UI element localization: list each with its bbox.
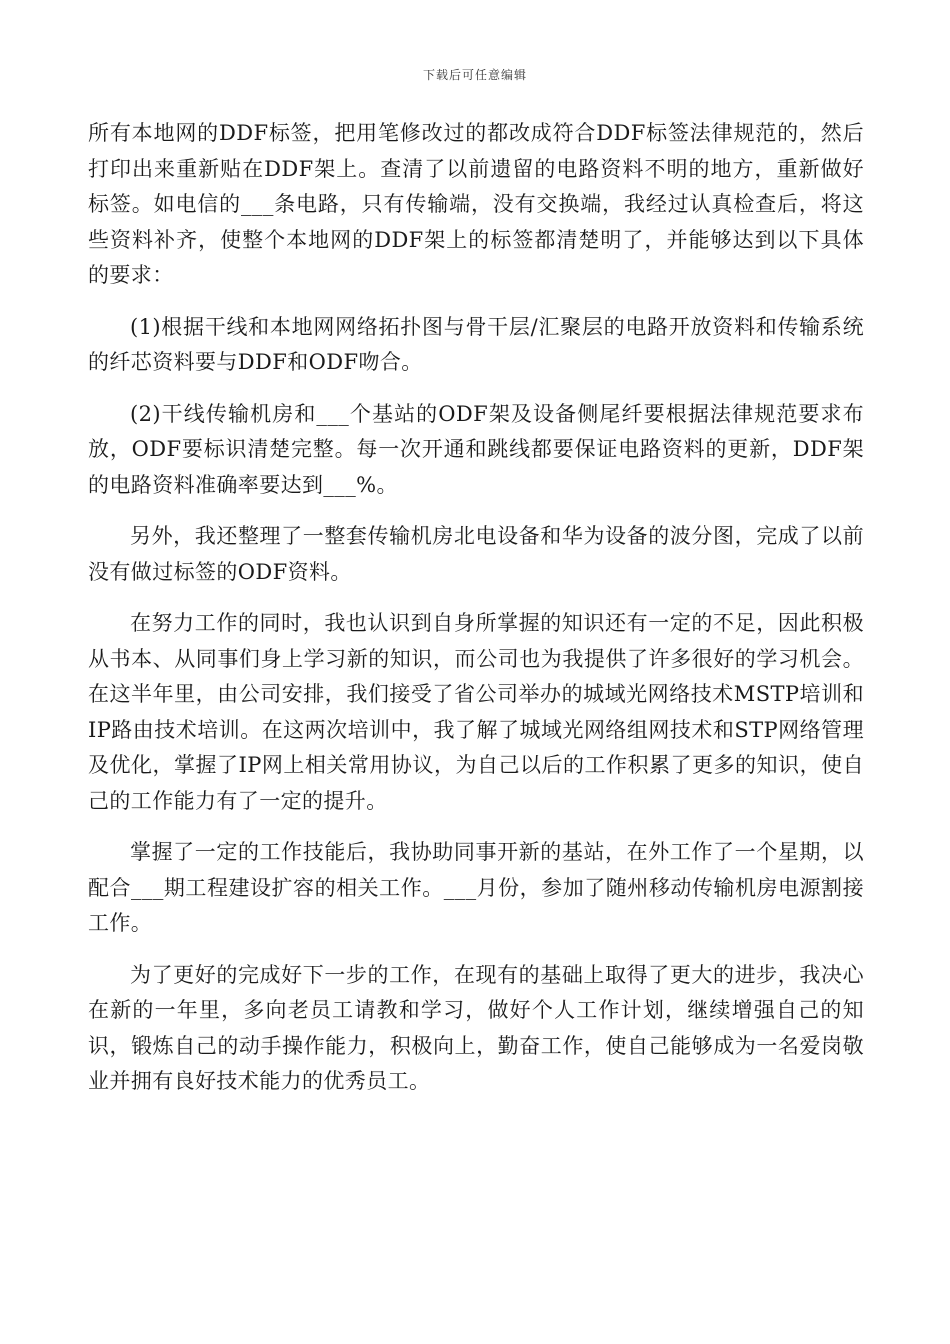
paragraph-requirement-2: (2)干线传输机房和___个基站的ODF架及设备侧尾纤要根据法律规范要求布放，ODF要标识清楚完整。每一次开通和跳线都要保证电路资料的更新，DDF架的电路资料准确率要达到___%。 (88, 401, 864, 497)
page-header-note: 下载后可任意编辑 (422, 68, 527, 82)
paragraph-requirement-1: (1)根据干线和本地网网络拓扑图与骨干层/汇聚层的电路开放资料和传输系统的纤芯资料要与DDF和ODF吻合。 (88, 314, 864, 374)
paragraph-ddf-labels: 所有本地网的DDF标签，把用笔修改过的都改成符合DDF标签法律规范的，然后打印出来重新贴在DDF架上。查清了以前遗留的电路资料不明的地方，重新做好标签。如电信的___条电路，只有传输端，没有交换端，我经过认真检查后，将这些资料补齐，使整个本地网的DDF架上的标签都清楚明了，并能够达到以下具体的要求： (88, 121, 864, 287)
paragraph-future-plan: 为了更好的完成好下一步的工作，在现有的基础上取得了更大的进步，我决心在新的一年里，多向老员工请教和学习，做好个人工作计划，继续增强自己的知识，锻炼自己的动手操作能力，积极向上，勤奋工作，使自己能够成为一名爱岗敬业并拥有良好技术能力的优秀员工。 (88, 962, 864, 1093)
paragraph-wavelength-maps: 另外，我还整理了一整套传输机房北电设备和华为设备的波分图，完成了以前没有做过标签的ODF资料。 (88, 524, 864, 584)
paragraph-training: 在努力工作的同时，我也认识到自身所掌握的知识还有一定的不足，因此积极从书本、从同事们身上学习新的知识，而公司也为我提供了许多很好的学习机会。在这半年里，由公司安排，我们接受了省公司举办的城域光网络技术MSTP培训和IP路由技术培训。在这两次培训中，我了解了城域光网络组网技术和STP网络管理及优化，掌握了IP网上相关常用协议，为自己以后的工作积累了更多的知识，使自己的工作能力有了一定的提升。 (88, 611, 864, 813)
paragraph-base-station: 掌握了一定的工作技能后，我协助同事开新的基站，在外工作了一个星期，以配合___期工程建设扩容的相关工作。___月份，参加了随州移动传输机房电源割接工作。 (88, 840, 864, 935)
document-body (88, 116, 864, 1116)
